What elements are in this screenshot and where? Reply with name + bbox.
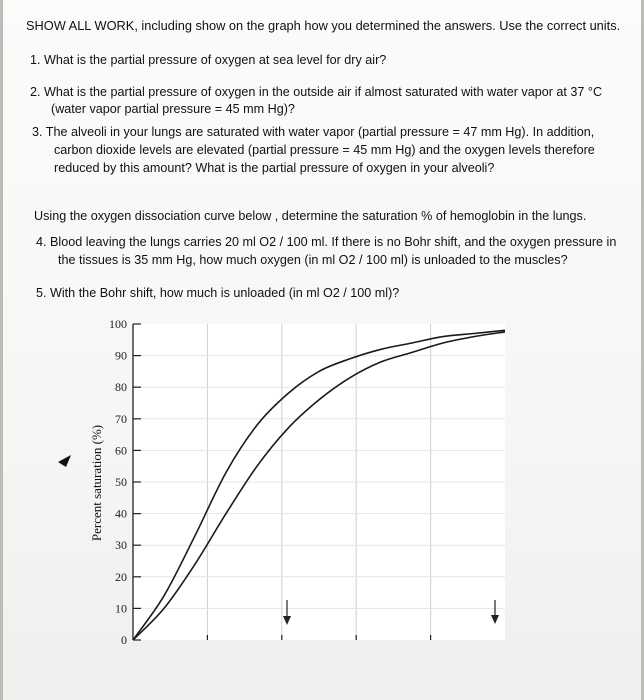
question-3-line-3: reduced by this amount? What is the partial pressure of oxygen in your alveoli?	[54, 161, 495, 175]
y-tick-label: 70	[115, 411, 127, 426]
y-tick-label: 40	[115, 506, 127, 521]
y-tick-label: 0	[121, 633, 127, 647]
y-tick-label: 80	[115, 380, 127, 395]
y-tick-label: 30	[115, 538, 127, 553]
y-tick-label: 50	[115, 475, 127, 489]
question-4-line-2: the tissues is 35 mm Hg, how much oxygen (in ml O2 / 100 ml) is unloaded to the muscles?	[58, 253, 568, 267]
y-tick-label: 60	[115, 443, 127, 458]
y-tick-label: 20	[115, 569, 127, 584]
y-tick-label: 100	[109, 317, 127, 331]
question-2-line-2: (water vapor partial pressure = 45 mm Hg)?	[51, 102, 295, 116]
dissociation-prompt: Using the oxygen dissociation curve below , determine the saturation % of hemoglobin in the lungs.	[34, 209, 587, 223]
question-3-line-2: carbon dioxide levels are elevated (partial pressure = 45 mm Hg) and the oxygen levels therefore	[54, 143, 595, 157]
instructions: SHOW ALL WORK, including show on the graph how you determined the answers. Use the correct units.	[26, 18, 621, 33]
question-1: 1. What is the partial pressure of oxygen at sea level for dry air?	[30, 53, 387, 67]
y-axis-label: Percent saturation (%)	[89, 424, 104, 542]
stray-arrow-mark	[58, 455, 71, 467]
question-4-line-1: 4. Blood leaving the lungs carries 20 ml O2 / 100 ml. If there is no Bohr shift, and the oxygen pressure in	[36, 235, 617, 249]
y-tick-label: 10	[115, 601, 127, 616]
question-5: 5. With the Bohr shift, how much is unloaded (in ml O2 / 100 ml)?	[36, 286, 400, 300]
y-tick-label: 90	[115, 348, 127, 363]
question-2-line-1: 2. What is the partial pressure of oxygen in the outside air if almost saturated with water vapor at 37 °C	[30, 85, 603, 99]
oxygen-dissociation-chart	[3, 300, 644, 700]
question-3-line-1: 3. The alveoli in your lungs are saturated with water vapor (partial pressure = 47 mm Hg). In addition,	[32, 125, 595, 139]
